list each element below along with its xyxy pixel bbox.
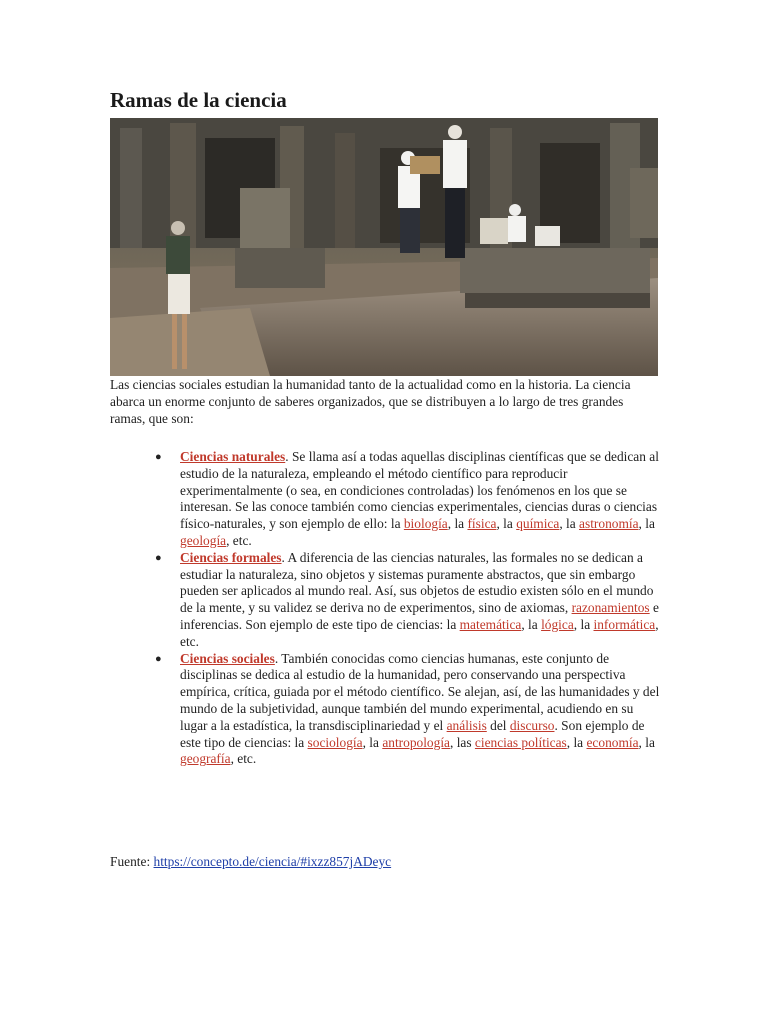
branch-text: , etc. [230, 751, 257, 767]
branch-text: , las [450, 734, 475, 750]
link-ciencias-formales[interactable]: Ciencias formales [180, 549, 282, 565]
link-astronomia[interactable]: astronomía [579, 516, 639, 532]
link-sociologia[interactable]: sociología [307, 734, 363, 750]
link-ciencias-sociales[interactable]: Ciencias sociales [180, 650, 275, 666]
link-fisica[interactable]: física [467, 516, 497, 532]
source-line [110, 854, 391, 870]
bullet-icon: ● [155, 551, 162, 564]
branch-text: , la [559, 516, 580, 532]
link-antropologia[interactable]: antropología [382, 734, 450, 750]
list-item [155, 550, 660, 651]
branch-text: . También conocidas como ciencias humanas, este conjunto de disciplinas se dedica al estudio de la humanidad, pero conservando una perspectiva empírica, crítica, guiada por el método científico. Se alejan, así, de las humanidades y del mundo de la subjetividad, aunque también del mundo experimental, acudiendo en su lugar a la estadística, la transdisciplinariedad y el [180, 650, 660, 733]
bullet-icon: ● [155, 652, 162, 665]
link-razonamientos[interactable]: razonamientos [571, 600, 650, 616]
branch-text: , la [496, 516, 517, 532]
source-label: Fuente: [110, 854, 154, 869]
link-matematica[interactable]: matemática [459, 616, 522, 632]
ruins-photo [110, 118, 658, 376]
link-geografia[interactable]: geografía [180, 751, 231, 767]
link-economia[interactable]: economía [586, 734, 639, 750]
link-quimica[interactable]: química [516, 516, 560, 532]
link-analisis[interactable]: análisis [446, 717, 487, 733]
bullet-icon: ● [155, 451, 162, 463]
intro-paragraph: Las ciencias sociales estudian la humanidad tanto de la actualidad como en la historia. La ciencia abarca un enorme conjunto de saberes organizados, que se distribuyen a lo largo de tres grandes ramas, que son: [110, 377, 631, 427]
link-discurso[interactable]: discurso [509, 717, 555, 733]
branch-text: . Se llama así a todas aquellas disciplinas científicas que se dedican al estudio de la naturaleza, empleando el método científico para reproducir experimentalmente (o sea, en condiciones controladas) los fenómenos en los que se interesan. Se las conoce también como ciencias experimentales, ciencias duras o ciencias físico-naturales, y son ejemplo de ello: la [180, 449, 659, 532]
link-biologia[interactable]: biología [403, 516, 448, 532]
branch-text: , la [362, 734, 383, 750]
branch-text: , la [638, 734, 655, 750]
link-geologia[interactable]: geología [180, 532, 227, 548]
list-item [155, 651, 660, 769]
link-logica[interactable]: lógica [541, 616, 574, 632]
branch-text: , la [566, 734, 587, 750]
link-ciencias-naturales[interactable]: Ciencias naturales [180, 449, 286, 464]
page-title: Ramas de la ciencia [110, 88, 287, 112]
branch-text: , la [638, 516, 655, 532]
branch-text: e inferencias. Son ejemplo de este tipo de ciencias: la [180, 600, 659, 632]
link-ciencias-politicas[interactable]: ciencias políticas [474, 734, 567, 750]
list-item [155, 449, 660, 550]
branch-text: , etc. [226, 532, 252, 548]
branch-text: . Son ejemplo de este tipo de ciencias: la [180, 717, 645, 750]
source-link[interactable]: https://concepto.de/ciencia/#ixzz857jADeyc [153, 854, 392, 869]
branch-text: , la [573, 616, 594, 632]
branch-text: , etc. [180, 616, 659, 649]
branch-text: . A diferencia de las ciencias naturales, las formales no se dedican a estudiar la naturaleza, sino objetos y sistemas puramente abstractos, que sin embargo pueden ser aplicados al mundo real. Así, sus objetos de estudio existen sólo en el mundo de la mente, y su validez se deriva no de experimentos, sino de axiomas, [180, 549, 654, 616]
link-informatica[interactable]: informática [593, 616, 656, 632]
branch-text: , la [447, 516, 468, 532]
branch-text: , la [521, 616, 542, 632]
branches-list [155, 449, 660, 768]
branch-text: del [486, 717, 510, 733]
